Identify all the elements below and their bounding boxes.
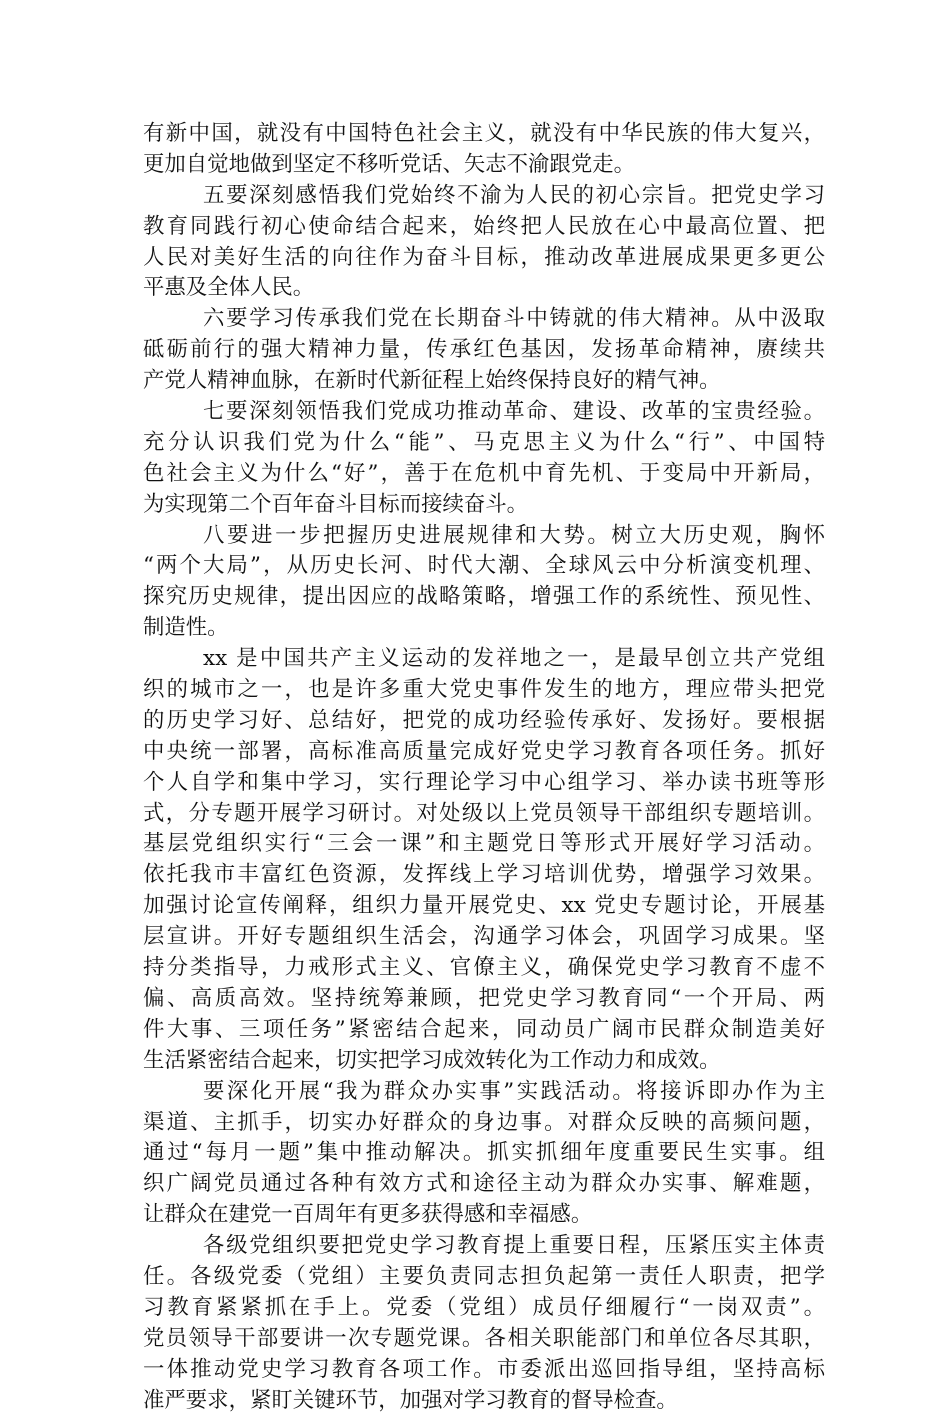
text-line: 有新中国，就没有中国特色社会主义，就没有中华民族的伟大复兴， — [143, 121, 825, 146]
text-line: 充分认识我们党为什么“能”、马克思主义为什么“行”、中国特 — [143, 429, 825, 455]
paragraph-first-line: xx 是中国共产主义运动的发祥地之一，是最早创立共产党组 — [203, 646, 825, 672]
paragraph-first-line: 六要学习传承我们党在长期奋斗中铸就的伟大精神。从中汲取 — [203, 306, 825, 332]
text-line: 探究历史规律，提出因应的战略策略，增强工作的系统性、预见性、 — [143, 584, 825, 610]
text-line: 持分类指导，力戒形式主义、官僚主义，确保党史学习教育不虚不 — [143, 955, 825, 981]
text-line: 个人自学和集中学习，实行理论学习中心组学习、举办读书班等形 — [143, 769, 825, 795]
text-line: 产党人精神血脉，在新时代新征程上始终保持良好的精气神。 — [143, 368, 721, 394]
text-line: 偏、高质高效。坚持统筹兼顾，把党史学习教育同“一个开局、两 — [143, 985, 825, 1011]
text-line: 教育同践行初心使命结合起来，始终把人民放在心中最高位置、把 — [143, 213, 825, 239]
text-line: 中央统一部署，高标准高质量完成好党史学习教育各项任务。抓好 — [143, 738, 825, 764]
text-line: 为实现第二个百年奋斗目标而接续奋斗。 — [143, 491, 529, 517]
text-line: 通过“每月一题”集中推动解决。抓实抓细年度重要民生实事。组 — [143, 1140, 825, 1166]
text-line: 的历史学习好、总结好，把党的成功经验传承好、发扬好。要根据 — [143, 707, 825, 733]
text-line: “两个大局”，从历史长河、时代大潮、全球风云中分析演变机理、 — [143, 553, 825, 579]
text-line: 人民对美好生活的向往作为奋斗目标，推动改革进展成果更多更公 — [143, 244, 825, 270]
text-line: 平惠及全体人民。 — [143, 275, 315, 301]
text-line: 让群众在建党一百周年有更多获得感和幸福感。 — [143, 1202, 593, 1228]
text-line: 色社会主义为什么“好”，善于在危机中育先机、于变局中开新局， — [143, 460, 825, 486]
paragraph-first-line: 五要深刻感悟我们党始终不渝为人民的初心宗旨。把党史学习 — [203, 182, 825, 208]
text-line: 层宣讲。开好专题组织生活会，沟通学习体会，巩固学习成果。坚 — [143, 924, 825, 950]
text-line: 基层党组织实行“三会一课”和主题党日等形式开展好学习活动。 — [143, 831, 825, 857]
text-line: 件大事、三项任务”紧密结合起来，同动员广阔市民群众制造美好 — [143, 1016, 825, 1042]
text-line: 习教育紧紧抓在手上。党委（党组）成员仔细履行“一岗双责”。 — [143, 1294, 825, 1320]
text-line: 准严要求，紧盯关键环节，加强对学习教育的督导检查。 — [143, 1387, 678, 1413]
text-line: 任。各级党委（党组）主要负责同志担负起第一责任人职责，把学 — [143, 1263, 825, 1289]
text-line: 一体推动党史学习教育各项工作。市委派出巡回指导组，坚持高标 — [143, 1356, 825, 1382]
text-line: 织的城市之一，也是许多重大党史事件发生的地方，理应带头把党 — [143, 677, 825, 703]
text-line: 更加自觉地做到坚定不移听党话、矢志不渝跟党走。 — [143, 151, 635, 177]
text-line: 织广阔党员通过各种有效方式和途径主动为群众办实事、解难题， — [143, 1171, 825, 1197]
text-line: 渠道、主抓手，切实办好群众的身边事。对群众反映的高频问题， — [143, 1109, 825, 1135]
text-line: 加强讨论宣传阐释，组织力量开展党史、xx 党史专题讨论，开展基 — [143, 893, 825, 919]
paragraph-first-line: 七要深刻领悟我们党成功推动革命、建设、改革的宝贵经验。 — [203, 399, 825, 425]
paragraph-first-line: 八要进一步把握历史进展规律和大势。树立大历史观，胸怀 — [203, 522, 825, 548]
paragraph-first-line: 要深化开展“我为群众办实事”实践活动。将接诉即办作为主 — [203, 1078, 825, 1104]
text-line: 制造性。 — [143, 615, 229, 641]
document-page — [143, 119, 825, 1416]
text-line: 生活紧密结合起来，切实把学习成效转化为工作动力和成效。 — [143, 1047, 721, 1073]
text-line: 砥砺前行的强大精神力量，传承红色基因，发扬革命精神，赓续共 — [143, 337, 825, 363]
paragraph-first-line: 各级党组织要把党史学习教育提上重要日程，压紧压实主体责 — [203, 1233, 825, 1259]
text-line: 党员领导干部要讲一次专题党课。各相关职能部门和单位各尽其职， — [143, 1325, 825, 1351]
text-line: 式，分专题开展学习研讨。对处级以上党员领导干部组织专题培训。 — [143, 800, 825, 826]
text-line: 依托我市丰富红色资源，发挥线上学习培训优势，增强学习效果。 — [143, 862, 825, 888]
